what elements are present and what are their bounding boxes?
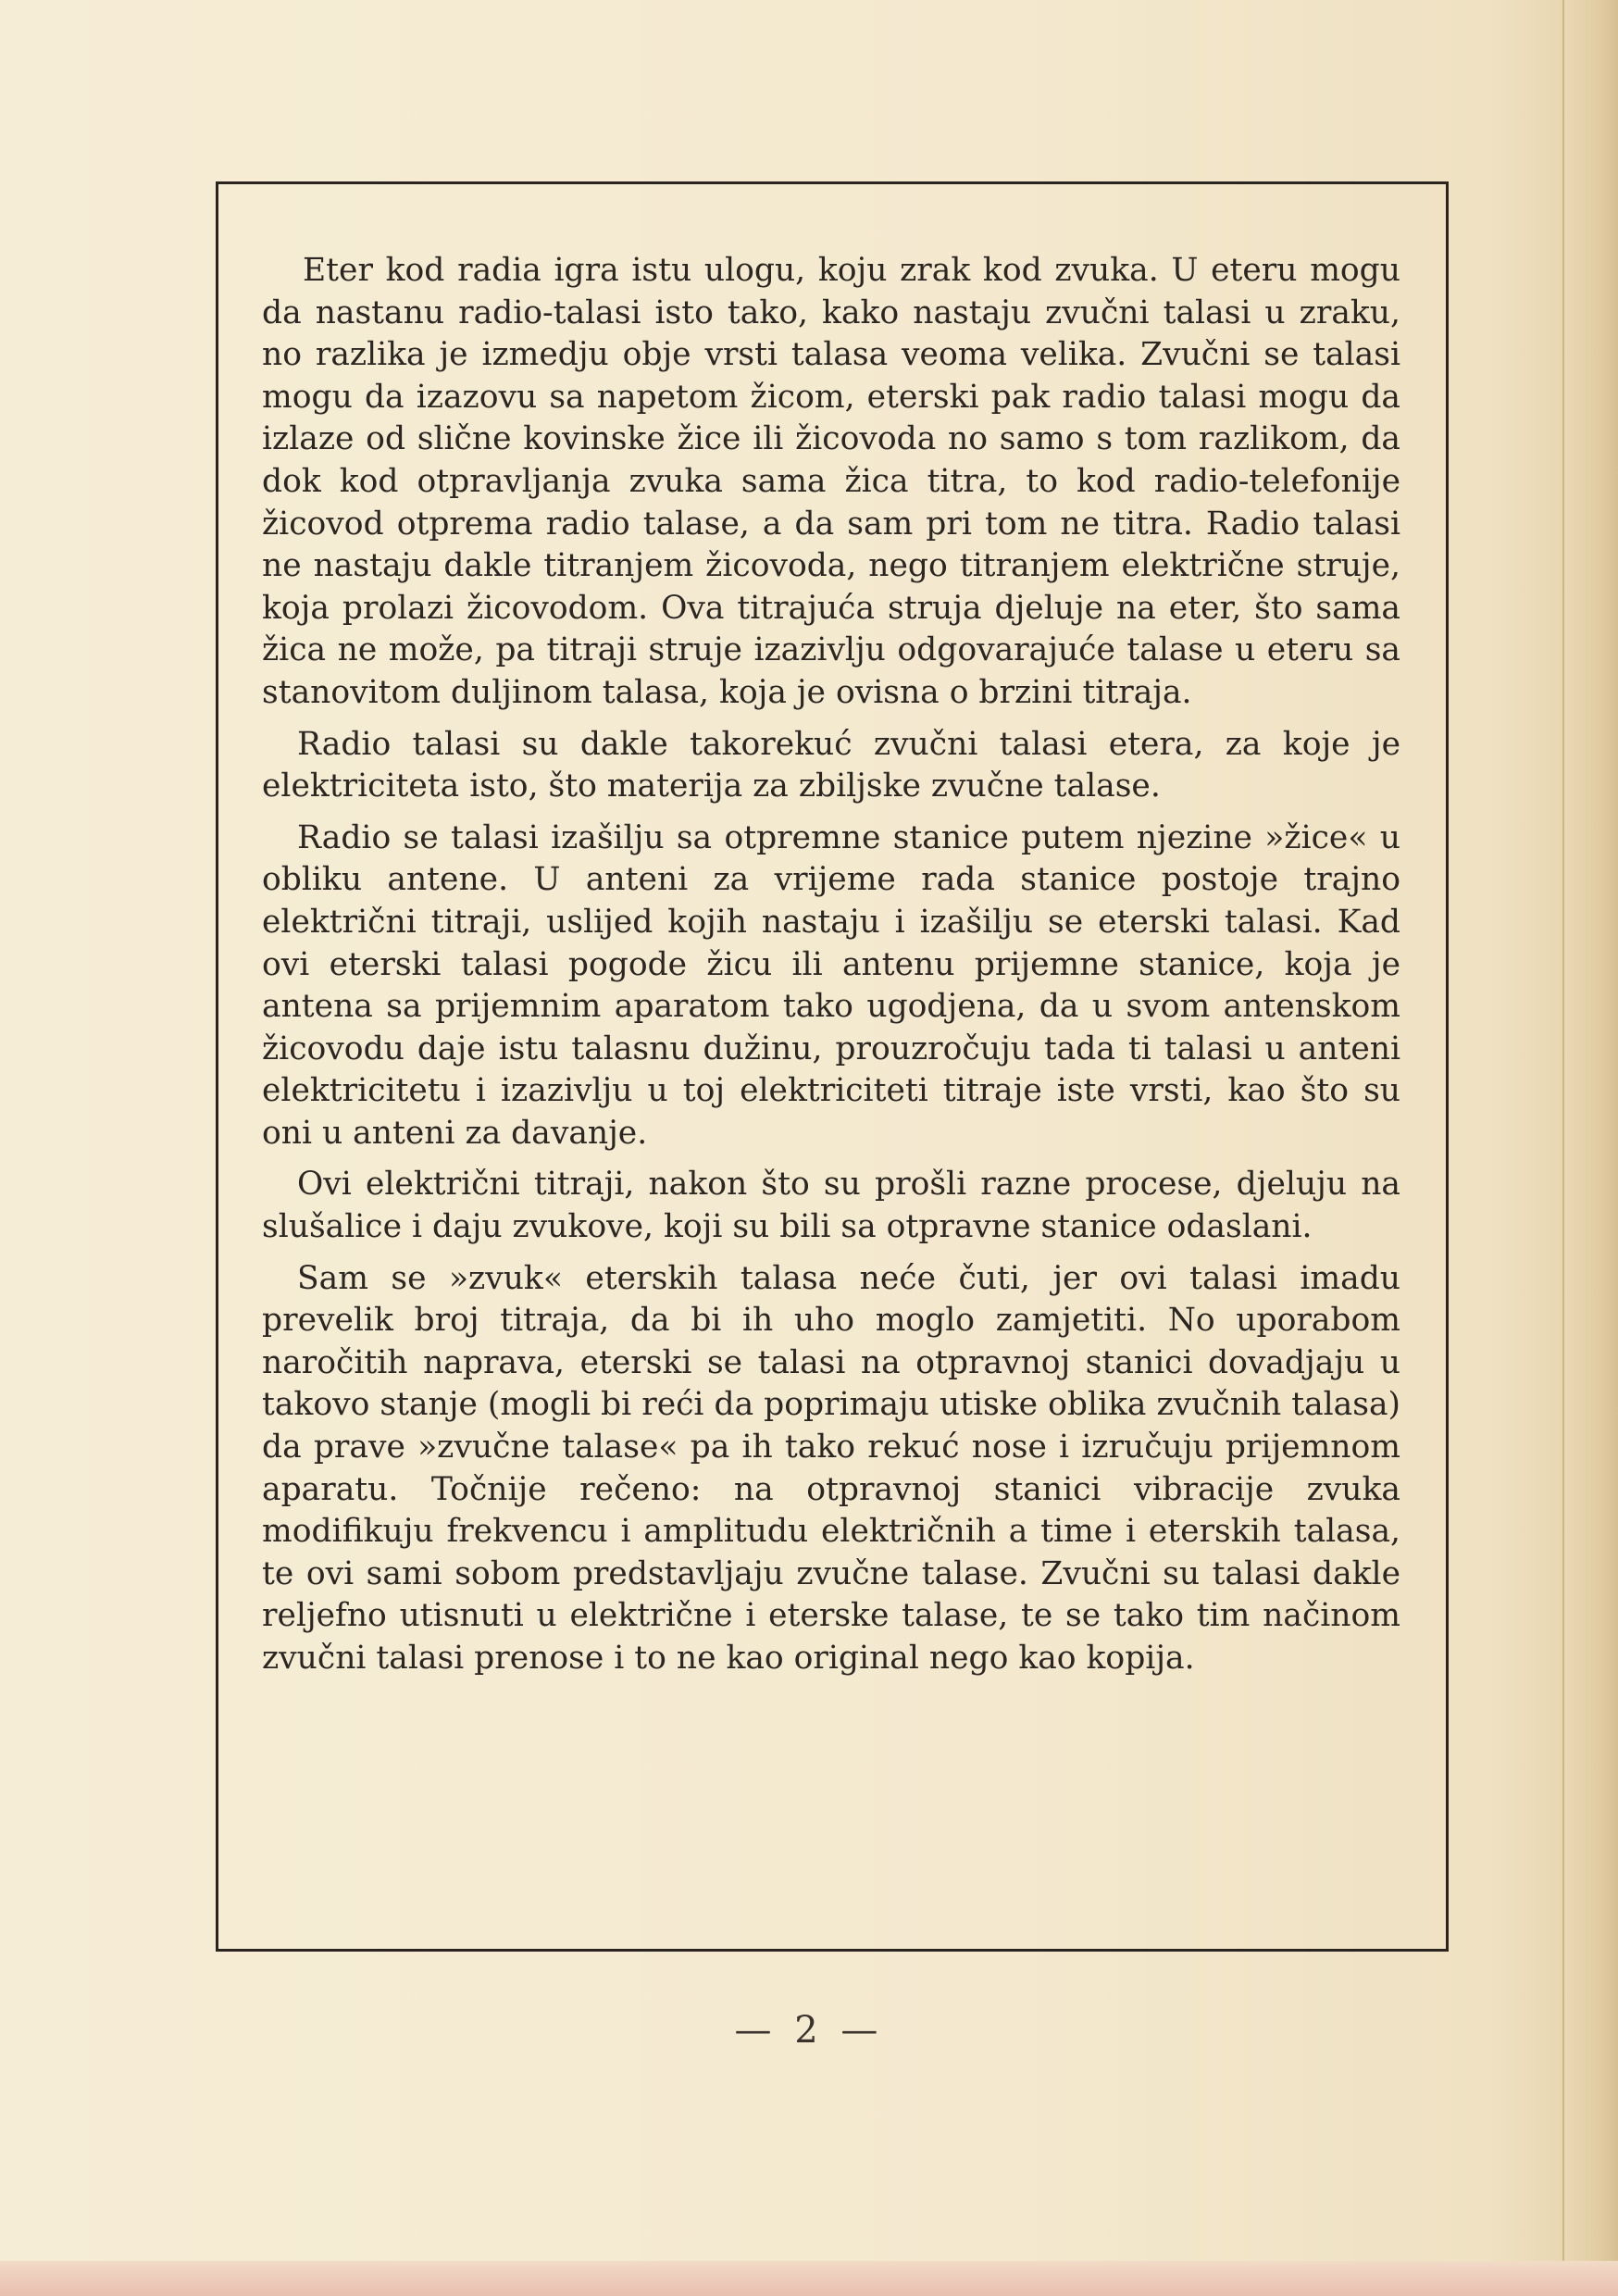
paragraph-1: Eter kod radia igra istu ulogu, koju zrak kod zvuka. U eteru mogu da nastanu radio-talasi isto tako, kako nastaju zvučni talasi u zraku, no razlika je izmedju obje vrsti talasa veoma velika. Zvučni se talasi mogu da izazovu sa napetom žicom, eterski pak radio talasi mogu da izlaze od slične kovinske žice ili žicovoda no samo s tom razlikom, da dok kod otpravljanja zvuka sama žica titra, to kod radio-telefonije žicovod otprema radio talase, a da sam pri tom ne titra. Radio talasi ne nastaju dakle titranjem žicovoda, nego titranjem električne struje, koja prolazi žicovodom. Ova titrajuća struja djeluje na eter, što sama žica ne može, pa titraji struje izazivlju odgovarajuće talase u eteru sa stanovitom duljinom talasa, koja je ovisna o brzini titraja.	[262, 252, 1400, 711]
page-number: — 2 —	[734, 2009, 884, 2052]
paragraph-3: Radio se talasi izašilju sa otpremne stanice putem njezine »žice« u obliku antene. U anteni za vrijeme rada stanice postoje trajno električni titraji, uslijed kojih nastaju i izašilju se eterski talasi. Kad ovi eterski talasi pogode žicu ili antenu prijemne stanice, koja je antena sa prijemnim aparatom tako ugodjena, da u svom antenskom žicovodu daje istu talasnu dužinu, prouzročuju tada ti talasi u anteni elektricitetu i izazivlju u toj elektriciteti titraje iste vrsti, kao što su oni u anteni za davanje.	[262, 818, 1400, 1152]
paragraph-5: Sam se »zvuk« eterskih talasa neće čuti, jer ovi talasi imadu prevelik broj titraja, da bi ih uho moglo zamjetiti. No uporabom naročitih naprava, eterski se talasi na otpravnoj stanici dovadjaju u takovo stanje (mogli bi reći da poprimaju utiske oblika zvučnih talasa) da prave »zvučne talase« pa ih tako rekuć nose i izručuju prijemnom aparatu. Točnije rečeno: na otpravnoj stanici vibracije zvuka modifikuju frekvencu i amplitudu električnih a time i eterskih talasa, te ovi sami sobom predstavljaju zvučne talase. Zvučni su talasi dakle reljefno utisnuti u električne i eterske talase, te se tako tim načinom zvučni talasi prenose i to ne kao original nego kao kopija.	[262, 1259, 1400, 1677]
page-edge-right	[1562, 0, 1618, 2296]
paragraph-4: Ovi električni titraji, nakon što su prošli razne procese, djeluju na slušalice i daju zvukove, koji su bili sa otpravne stanice odaslani.	[262, 1166, 1400, 1246]
page-edge-bottom	[0, 2261, 1618, 2296]
body-text	[262, 250, 1400, 1690]
paragraph-2: Radio talasi su dakle takorekuć zvučni talasi etera, za koje je elektriciteta isto, što materija za zbiljske zvučne talase.	[262, 725, 1400, 805]
